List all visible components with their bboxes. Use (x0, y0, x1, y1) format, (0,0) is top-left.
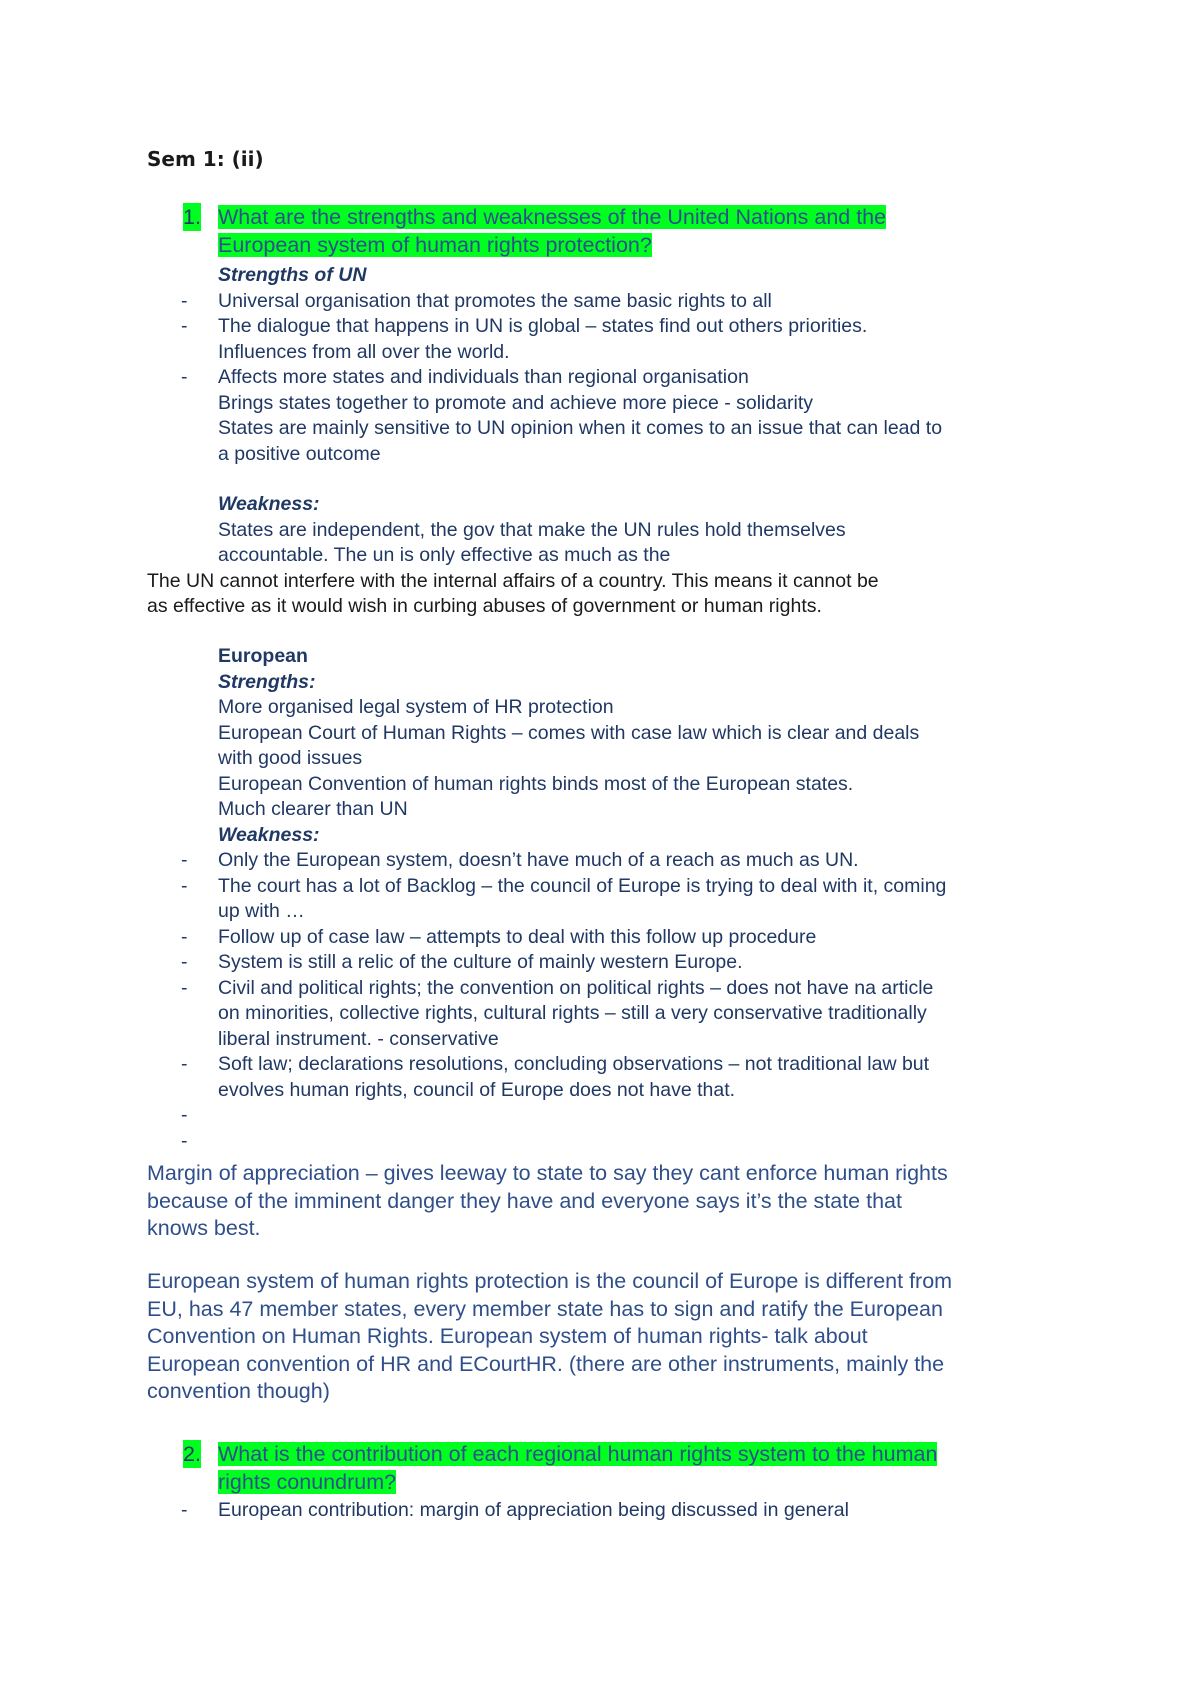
list-item-continuation: liberal instrument. - conservative (218, 1027, 499, 1050)
list-item-continuation: European Convention of human rights binds most of the European states. (218, 772, 854, 795)
paragraph-line: because of the imminent danger they have and everyone says it’s the state that (147, 1188, 902, 1213)
question-2 (0, 1440, 1200, 1524)
list-item-continuation: Much clearer than UN (218, 798, 408, 820)
list-item-continuation: on minorities, collective rights, cultural rights – still a very conservative traditionally (218, 1002, 927, 1024)
bullet-dash: - (181, 1053, 188, 1075)
question-2-text-line2: rights conundrum? (218, 1470, 397, 1494)
paragraph-line: knows best. (147, 1216, 261, 1240)
question-1-text-line1: What are the strengths and weaknesses of the United Nations and the (218, 205, 887, 229)
european-system-paragraph (0, 1268, 1200, 1406)
european-weakness-title: Weakness: (218, 823, 320, 846)
question-1-text-line2: European system of human rights protection? (218, 233, 652, 257)
list-item: - Only the European system, doesn’t have much of a reach as much as UN. (0, 848, 1058, 874)
question-1-line (0, 203, 1058, 231)
paragraph-line: Convention on Human Rights. European system of human rights- talk about (147, 1324, 868, 1348)
bullet-dash: - (181, 289, 188, 312)
empty-bullet: - (181, 1129, 188, 1152)
bullet-dash: - (181, 366, 188, 388)
paragraph-line: European system of human rights protection is the council of Europe is different from (147, 1269, 953, 1293)
un-weakness-paragraph-line: The UN cannot interfere with the internal affairs of a country. This means it cannot be (147, 569, 879, 592)
bullet-dash: - (181, 874, 188, 897)
question-1-number: 1. (183, 205, 201, 229)
question-2-text-line1: What is the contribution of each regional human rights system to the human (218, 1442, 938, 1466)
list-item: - Civil and political rights; the convention on political rights – does not have na article (0, 976, 1058, 1002)
un-weakness-section (0, 492, 1200, 620)
list-item-continuation: evolves human rights, council of Europe does not have that. (218, 1078, 736, 1101)
list-item-continuation: accountable. The un is only effective as much as the (218, 544, 671, 566)
bullet-dash: - (181, 849, 188, 871)
list-item-continuation: up with … (218, 900, 305, 922)
document-heading: Sem 1: (ii) (147, 147, 264, 171)
list-item: - The dialogue that happens in UN is global – states find out others priorities. (0, 314, 1058, 340)
european-strengths-title: Strengths: (218, 670, 316, 693)
un-strengths-title: Strengths of UN (218, 264, 367, 286)
un-strengths-section (0, 263, 1200, 467)
list-item-continuation: States are mainly sensitive to UN opinion when it comes to an issue that can lead to (218, 417, 943, 439)
paragraph-line: Margin of appreciation – gives leeway to state to say they cant enforce human rights (147, 1161, 948, 1185)
list-item-continuation: with good issues (218, 747, 363, 769)
empty-bullet: - (181, 1104, 188, 1126)
list-item: - The court has a lot of Backlog – the council of Europe is trying to deal with it, coming (0, 874, 1058, 900)
question-2-answer: European contribution: margin of appreciation being discussed in general (218, 1499, 849, 1521)
list-item-continuation: a positive outcome (218, 442, 381, 465)
bullet-dash: - (181, 925, 188, 948)
bullet-dash: - (181, 1499, 188, 1521)
question-2-line (0, 1468, 1058, 1496)
bullet-dash: - (181, 976, 188, 999)
list-item-continuation: Influences from all over the world. (218, 340, 510, 363)
list-item-continuation: Brings states together to promote and achieve more piece - solidarity (218, 391, 814, 414)
list-item-continuation: More organised legal system of HR protection (218, 696, 614, 718)
list-item: - System is still a relic of the culture of mainly western Europe. (0, 950, 1058, 976)
list-item: - Universal organisation that promotes the same basic rights to all (0, 289, 1058, 315)
un-weakness-paragraph-line: as effective as it would wish in curbing abuses of government or human rights. (147, 595, 822, 617)
list-item (0, 1498, 1058, 1524)
european-section (0, 644, 1200, 1154)
list-item-continuation: European Court of Human Rights – comes with case law which is clear and deals (218, 721, 920, 744)
list-item-continuation: States are independent, the gov that make the UN rules hold themselves (218, 518, 846, 541)
list-item: - Follow up of case law – attempts to deal with this follow up procedure (0, 925, 1058, 951)
question-1 (0, 203, 1200, 259)
list-item: - Soft law; declarations resolutions, concluding observations – not traditional law but (0, 1052, 1058, 1078)
list-item: - Affects more states and individuals than regional organisation (0, 365, 1058, 391)
european-title: European (218, 645, 308, 667)
question-1-line (0, 231, 1058, 259)
paragraph-line: convention though) (147, 1379, 330, 1403)
question-2-number: 2. (183, 1442, 201, 1466)
bullet-dash: - (181, 951, 188, 973)
margin-of-appreciation-paragraph (0, 1160, 1200, 1243)
question-2-line (0, 1440, 1058, 1468)
un-weakness-title: Weakness: (218, 493, 320, 515)
bullet-dash: - (181, 315, 188, 337)
paragraph-line: EU, has 47 member states, every member state has to sign and ratify the European (147, 1296, 943, 1321)
paragraph-line: European convention of HR and ECourtHR. (there are other instruments, mainly the (147, 1351, 945, 1376)
